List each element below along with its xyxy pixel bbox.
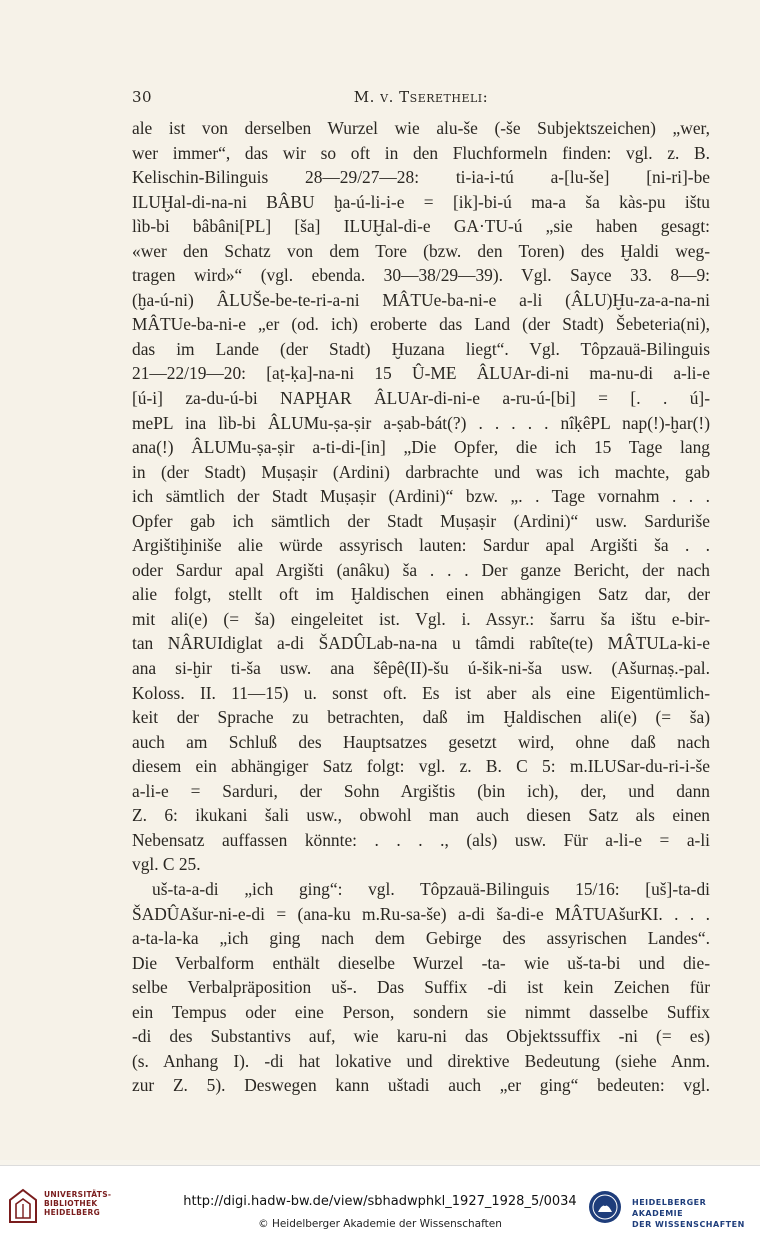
text-line: Koloss. II. 11—15) u. sonst oft. Es ist aber als eine Eigentümlich-: [132, 682, 710, 703]
text-line: Argištiḫiniše alie würde assyrisch lauten: Sardur apal Argišti ša . .: [132, 535, 710, 556]
text-line: ale ist von derselben Wurzel wie alu-še (-še Subjektszeichen) „wer,: [132, 118, 710, 138]
academy-name: [632, 1197, 760, 1230]
text-line: Kelischin-Bilinguis 28—29/27—28: ti-ia-i-tú a-[lu-še] [ni-ri]-be: [132, 167, 710, 188]
viewer-footer: [0, 1165, 760, 1238]
text-line: vgl. C 25.: [132, 854, 201, 875]
text-line: zur Z. 5). Deswegen kann uštadi auch „er ging“ bedeuten: vgl.: [132, 1075, 710, 1096]
text-line: das im Lande (der Stadt) Ḫuzana liegt“. Vgl. Tôpzauä-Bilinguis: [132, 338, 710, 359]
text-line: a-li-e = Sarduri, der Sohn Argištis (bin ich), der, und dann: [132, 780, 710, 801]
text-line: keit der Sprache zu betrachten, daß im Ḫaldischen ali(e) (= ša): [132, 707, 710, 728]
text-line: -di des Substantivs auf, wie karu-ni das Objektssuffix -ni (= es): [132, 1026, 710, 1047]
text-line: uš-ta-a-di „ich ging“: vgl. Tôpzauä-Bilinguis 15/16: [uš]-ta-di: [152, 878, 710, 899]
copyright-notice: © Heidelberger Akademie der Wissenschaften: [258, 1218, 502, 1230]
academy-seal-icon: [588, 1190, 622, 1224]
text-line: mePL ina lìb-bi ÂLUMu-ṣa-ṣir a-ṣab-bát(?) . . . . . nîḳêPL nap(!)-ḫar(!): [132, 412, 710, 433]
text-line: lìb-bi bâbâni[PL] [ša] ILUḪal-di-e GA·TU-ú „sie haben gesagt:: [132, 216, 710, 237]
academy-name-line: DER WISSENSCHAFTEN: [632, 1220, 745, 1229]
text-line: 21—22/19—20: [aṭ-ḳa]-na-ni 15 Û-ME ÂLUAr-di-ni ma-nu-di a-li-e: [132, 363, 710, 384]
text-line: ILUḪal-di-na-ni BÂBU ḫa-ú-li-i-e = [ik]-bi-ú ma-a ša kàs-pu ištu: [132, 191, 710, 212]
text-line: Opfer gab ich sämtlich der Stadt Muṣaṣir (Ardini)“ usw. Sarduriše: [132, 510, 710, 531]
text-line: wer immer“, das wir so oft in den Fluchformeln finden: vgl. z. B.: [132, 142, 710, 163]
text-line: ana(!) ÂLUMu-ṣa-ṣir a-ti-di-[in] „Die Opfer, die ich 15 Tage lang: [132, 437, 710, 458]
text-line: oder Sardur apal Argišti (anâku) ša . . . Der ganze Bericht, der nach: [132, 559, 710, 580]
text-line: «wer den Schatz von dem Tore (bzw. den Toren) des Ḫaldi weg-: [132, 240, 710, 261]
text-line: [ú-i] za-du-ú-bi NAPḪAR ÂLUAr-di-ni-e a-ru-ú-[bi] = [. . ú]-: [132, 388, 710, 409]
text-line: tragen wird»“ (vgl. ebenda. 30—38/29—39). Vgl. Sayce 33. 8—9:: [132, 265, 710, 286]
text-line: selbe Verbalpräposition uš-. Das Suffix -di ist kein Zeichen für: [132, 977, 710, 998]
text-line: a-ta-la-ka „ich ging nach dem Gebirge des assyrischen Landes“.: [132, 928, 710, 949]
text-line: (s. Anhang I). -di hat lokative und direktive Bedeutung (siehe Anm.: [132, 1050, 710, 1071]
text-line: ŠADÛAšur-ni-e-di = (ana-ku m.Ru-sa-še) a-di ša-di-e MÂTUAšurKI. . . .: [132, 903, 710, 924]
text-line: MÂTUe-ba-ni-e „er (od. ich) eroberte das Land (der Stadt) Šebeteria(ni),: [132, 314, 710, 335]
text-line: in (der Stadt) Muṣaṣir (Ardini) darbrachte und was ich machte, gab: [132, 461, 710, 482]
text-line: ein Tempus oder eine Person, sondern sie nimmt dasselbe Suffix: [132, 1001, 710, 1022]
library-name-line: UNIVERSITÄTS-: [44, 1190, 112, 1199]
page-header: [132, 88, 710, 108]
text-line: auch am Schluß des Hauptsatzes gesetzt wird, ohne daß nach: [132, 731, 710, 752]
text-line: mit ali(e) (= ša) eingeleitet ist. Vgl. i. Assyr.: šarru ša ištu e-bir-: [132, 608, 710, 629]
running-title: M. v. Tseretheli:: [353, 88, 489, 106]
library-name-line: HEIDELBERG: [44, 1208, 101, 1217]
text-line: Nebensatz auffassen könnte: . . . ., (als) usw. Für a-li-e = a-li: [132, 829, 710, 850]
body-text: [132, 116, 710, 1098]
academy-name-line: HEIDELBERGER AKADEMIE: [632, 1198, 707, 1218]
text-line: alie folgt, stellt oft im Ḫaldischen einen abhängigen Satz dar, der: [132, 584, 710, 605]
library-name-line: BIBLIOTHEK: [44, 1199, 98, 1208]
text-line: Z. 6: ikukani šali usw., obwohl man auch diesen Satz als einen: [132, 805, 710, 826]
text-line: tan NÂRUIdiglat a-di ŠADÛLab-na-na u tâmdi rabîte(te) MÂTULa-ki-e: [132, 633, 710, 654]
text-line: Die Verbalform enthält dieselbe Wurzel -ta- wie uš-ta-bi und die-: [132, 952, 710, 973]
text-line: ana si-ḫir ti-ša usw. ana šêpê(II)-šu ú-šik-ni-ša usw. (Ašurnaṣ.-pal.: [132, 658, 710, 679]
text-line: diesem ein abhängiger Satz folgt: vgl. z. B. C 5: m.ILUSar-du-ri-i-še: [132, 756, 710, 777]
text-line: (ḫa-ú-ni) ÂLUŠe-be-te-ri-a-ni MÂTUe-ba-ni-e a-li (ÂLU)Ḫu-za-a-na-ni: [132, 289, 710, 310]
text-line: ich sämtlich der Stadt Muṣaṣir (Ardini)“ bzw. „. . Tage vornahm . . .: [132, 486, 710, 507]
page-number: 30: [132, 88, 153, 106]
permalink-url[interactable]: http://digi.hadw-bw.de/view/sbhadwphkl_1927_1928_5/0034: [183, 1194, 577, 1209]
